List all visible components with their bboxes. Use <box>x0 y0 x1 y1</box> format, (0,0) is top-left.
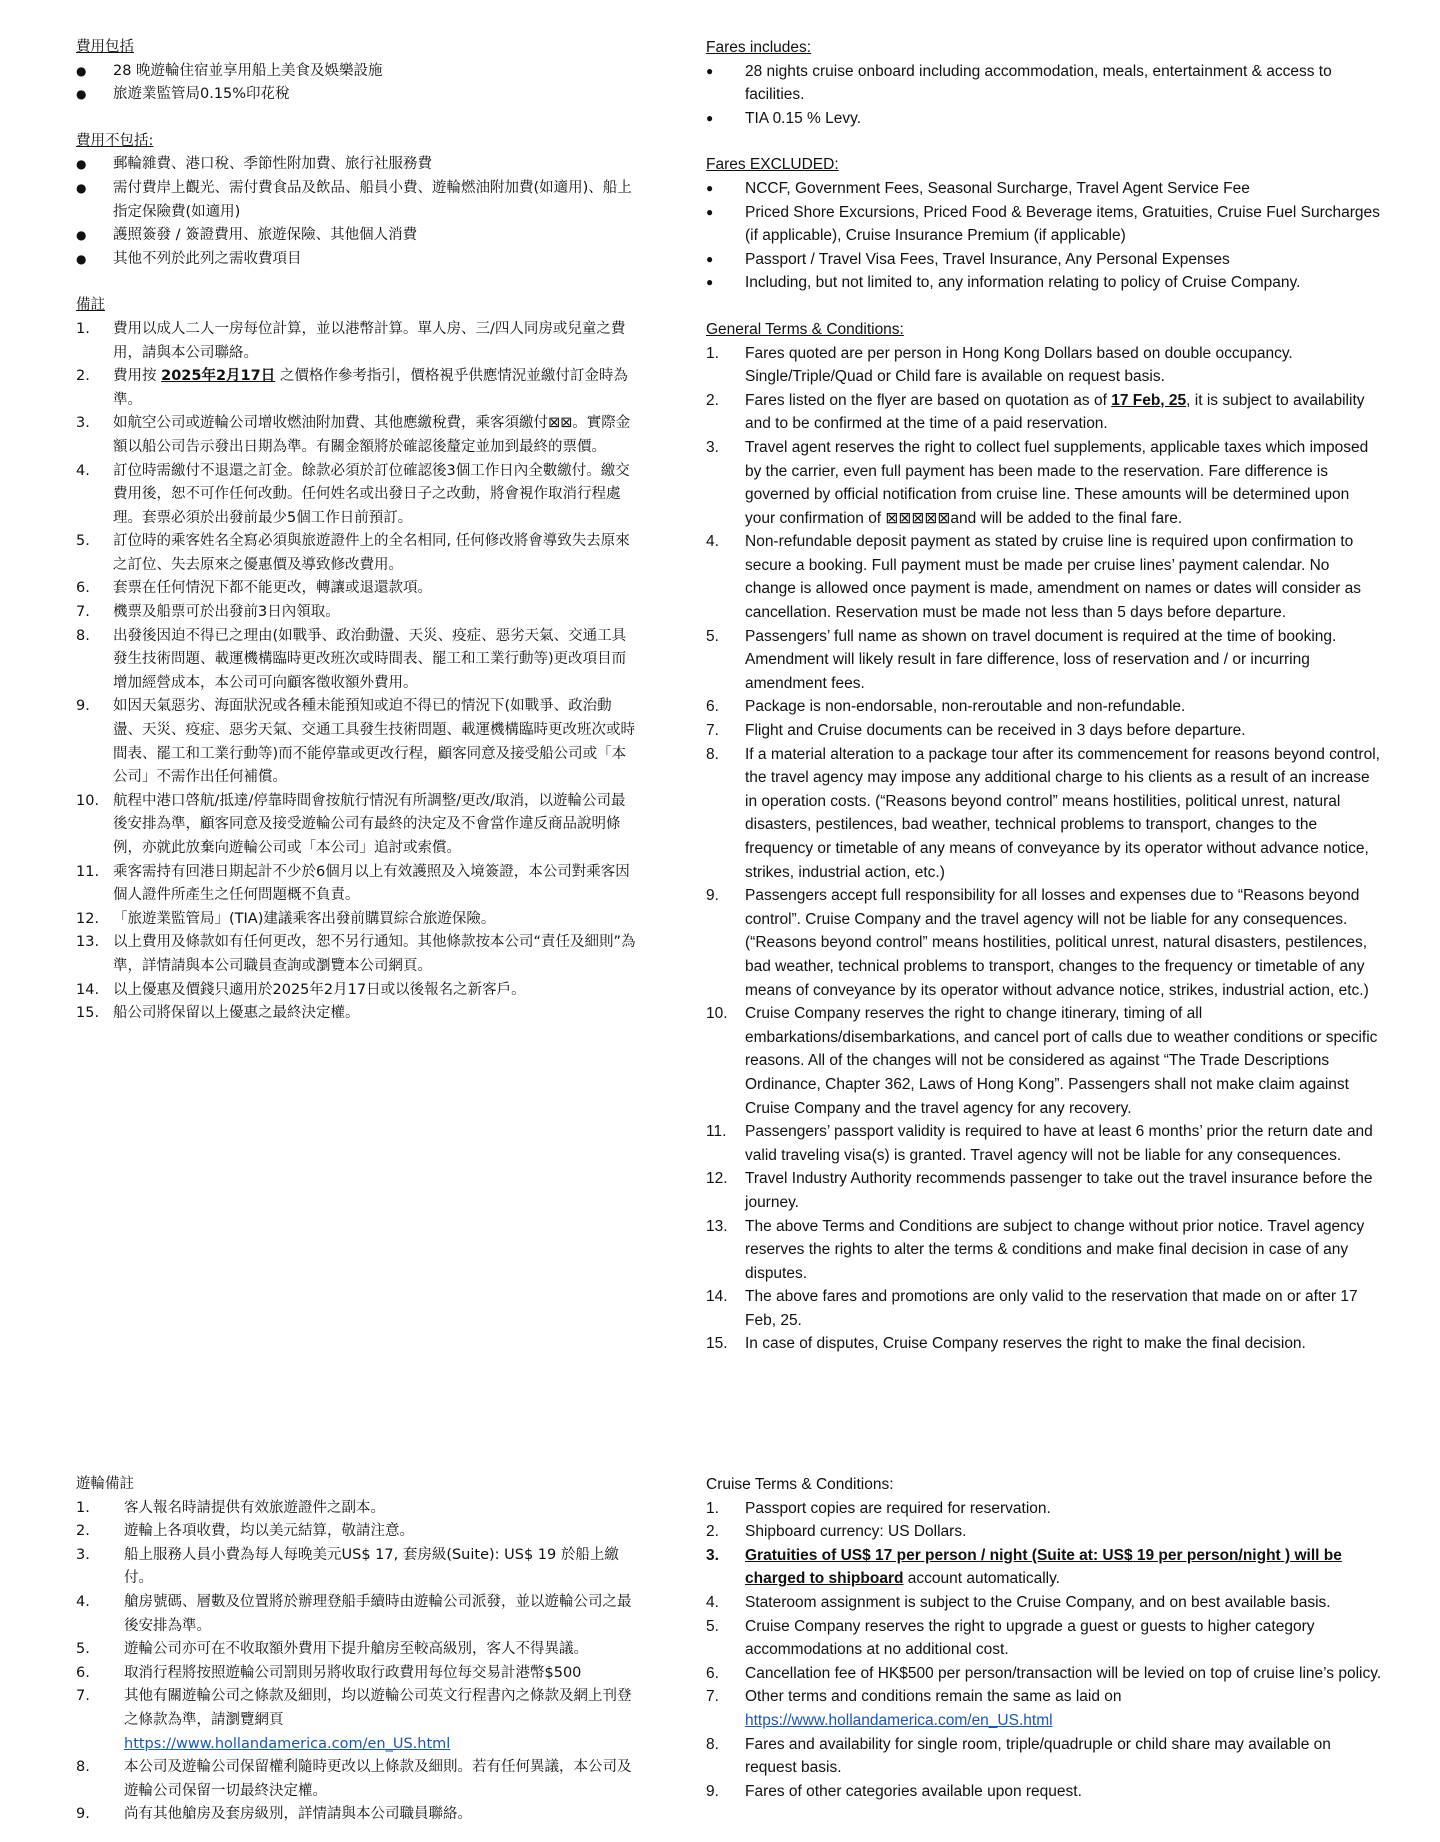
list-item: 2. 遊輪上各項收費，均以美元結算，敬請注意。 <box>76 1523 414 1540</box>
list-item: 1. Passport copies are required for reservation. <box>706 1499 1051 1517</box>
list-item: 6. 取消行程將按照遊輪公司罰則另將收取行政費用每位每交易計港幣$500 <box>76 1664 582 1681</box>
en-includes-heading: Fares includes: <box>706 39 812 56</box>
list-item: 8. If a material alteration to a package tour after its commencement for reasons beyond control, the travel agency may impose any additional charge to his clients as a result of an increase in operation costs. (“Reasons beyond control” means hostilities, political unrest, natural disasters, pestilences, bad weather, technical problems to transport, changes to the frequency or timetable of any means of conveyance by its operator without advance notice, strikes, industrial action, etc.) <box>706 745 1380 881</box>
list-item: 5. 訂位時的乘客姓名全寫必須與旅遊證件上的全名相同, 任何修改將會導致失去原來之訂位、失去原來之優惠價及導致修改費用。 <box>76 533 630 573</box>
en-general-heading: General Terms & Conditions: <box>706 320 904 338</box>
list-item: 3. Gratuities of US$ 17 per person / night (Suite at: US$ 19 per person/night ) will be charged to shipboard account automatically. <box>706 1546 1342 1588</box>
list-item: 6. Package is non-endorsable, non-reroutable and non-refundable. <box>706 698 1186 716</box>
list-item: 3. 船上服務人員小費為每人每晚美元US$ 17, 套房級(Suite): US$ 19 於船上繳付。 <box>76 1546 619 1587</box>
en-cruise-terms-section <box>706 1473 1382 1803</box>
zh-includes-section <box>76 36 666 107</box>
list-item: 14. 以上優惠及價錢只適用於2025年2月17日或以後報名之新客戶。 <box>76 981 526 998</box>
list-item: 3. Travel agent reserves the right to collect fuel supplements, applicable taxes which imposed by the carrier, even full payment has been made to the reservation. Fare difference is governed by official notification from cruise line. These amounts will be determined upon your confirmation of ⊠⊠⊠⊠⊠and will be added to the final fare. <box>706 438 1369 527</box>
list-item: 7. 機票及船票可於出發前3日內領取。 <box>76 604 340 621</box>
list-item: 11. 乘客需持有回港日期起計不少於6個月以上有效護照及入境簽證，本公司對乘客因個人證件所產生之任何問題概不負責。 <box>76 863 630 904</box>
english-terms-column <box>706 36 1382 1379</box>
list-item: 15. 船公司將保留以上優惠之最終決定權。 <box>76 1005 360 1022</box>
list-item: 3. 如航空公司或遊輪公司增收燃油附加費、其他應繳稅費，乘客須繳付⊠⊠。實際金額以船公司告示發出日期為準。有關金額將於確認後釐定並加到最終的票價。 <box>76 415 631 455</box>
en-excluded-heading: Fares EXCLUDED: <box>706 156 839 174</box>
list-item: 5. 遊輪公司亦可在不收取額外費用下提升艙房至較高級別，客人不得異議。 <box>76 1641 588 1658</box>
zh-excludes-heading: 費用不包括: <box>76 132 154 149</box>
zh-remarks-section <box>76 294 666 1025</box>
list-item: ● 旅遊業監管局0.15%印花稅 <box>76 83 639 107</box>
list-item: ● 護照簽發 / 簽證費用、旅遊保險、其他個人消費 <box>76 224 639 248</box>
list-item: ● NCCF, Government Fees, Seasonal Surcharge, Travel Agent Service Fee <box>706 177 1382 201</box>
list-item: 9. Passengers accept full responsibility for all losses and expenses due to “Reasons beyond control”. Cruise Company and the travel agency will not be liable for any consequences. (“Reasons beyond control” means hostilities, political unrest, natural disasters, pestilences, bad weather, technical problems to transport, changes to the frequency or timetable of any means of conveyance by its operator without advance notice, strikes, industrial action, etc.) <box>706 887 1369 999</box>
list-item: 9. 尚有其他艙房及套房級別，詳情請與本公司職員聯絡。 <box>76 1806 472 1823</box>
en-general-terms-section <box>706 318 1382 1356</box>
list-item: 6. Cancellation fee of HK$500 per person/transaction will be levied on top of cruise line’s policy. <box>706 1664 1382 1682</box>
list-item: 8. Fares and availability for single room, triple/quadruple or child share may available on request basis. <box>706 1735 1331 1777</box>
list-item: 6. 套票在任何情況下都不能更改，轉讓或退還款項。 <box>76 580 432 597</box>
list-item: 4. 艙房號碼、層數及位置將於辦理登船手續時由遊輪公司派發，並以遊輪公司之最後安排為準。 <box>76 1593 632 1634</box>
list-item: 11. Passengers’ passport validity is required to have at least 6 months’ prior the return date and valid traveling visa(s) is granted. Travel agency will not be liable for any consequences. <box>706 1123 1373 1164</box>
list-item: 13. The above Terms and Conditions are subject to change without prior notice. Travel agency reserves the rights to alter the terms & conditions and make final decision in case of any disputes. <box>706 1217 1365 1282</box>
list-item: ● 其他不列於此列之需收費項目 <box>76 248 639 272</box>
list-item: 1. 費用以成人二人一房每位計算，並以港幣計算。單人房、三/四人同房或兒童之費用，請與本公司聯絡。 <box>76 320 626 361</box>
list-item: ● 需付費岸上觀光、需付費食品及飲品、船員小費、遊輪燃油附加費(如適用)、船上指定保險費(如適用) <box>76 177 639 224</box>
list-item: ● 28 晚遊輪住宿並享用船上美食及娛樂設施 <box>76 60 639 84</box>
list-item: 5. Cruise Company reserves the right to upgrade a guest or guests to higher category accommodations at no additional cost. <box>706 1617 1315 1659</box>
list-item: 4. 訂位時需繳付不退還之訂金。餘款必須於訂位確認後3個工作日內全數繳付。繳交費用後，恕不可作任何改動。任何姓名或出發日子之改動，將會視作取消行程處理。套票必須於出發前最少5個工作日前預訂。 <box>76 462 630 526</box>
holland-america-link[interactable]: https://www.hollandamerica.com/en_US.html <box>745 1711 1053 1729</box>
list-item: 2. Shipboard currency: US Dollars. <box>706 1523 967 1541</box>
list-item: ● Passport / Travel Visa Fees, Travel Insurance, Any Personal Expenses <box>706 248 1382 272</box>
list-item: 5. Passengers’ full name as shown on travel document is required at the time of booking. Amendment will likely result in fare difference, loss of reservation and / or incurring amendment fees. <box>706 627 1337 692</box>
en-includes-section <box>706 36 1382 130</box>
list-item: 10. 航程中港口啓航/抵達/停靠時間會按航行情況有所調整/更改/取消，以遊輪公司最後安排為準，顧客同意及接受遊輪公司有最終的決定及不會當作違反商品說明條例，亦就此放棄向遊輪公司或「本公司」追討或索償。 <box>76 792 626 856</box>
list-item: 15. In case of disputes, Cruise Company reserves the right to make the final decision. <box>706 1335 1306 1353</box>
en-cruise-heading: Cruise Terms & Conditions: <box>706 1476 894 1493</box>
list-item: 2. 費用按 2025年2月17日 之價格作參考指引，價格視乎供應情況並繳付訂金時為準。 <box>76 368 628 408</box>
list-item: 9. Fares of other categories available upon request. <box>706 1782 1082 1800</box>
zh-remarks-heading: 備註 <box>76 297 105 314</box>
list-item: 7. 其他有關遊輪公司之條款及細則，均以遊輪公司英文行程書內之條款及網上刊登之條款為準，請瀏覽網頁 https://www.hollandamerica.com/en_US.html <box>76 1688 632 1752</box>
list-item: ● TIA 0.15 % Levy. <box>706 107 1382 131</box>
list-item: 10. Cruise Company reserves the right to change itinerary, timing of all embarkations/disembarkations, and cancel port of calls due to weather conditions or specific reasons. All of the changes will not be considered as against “The Trade Descriptions Ordinance, Chapter 362, Laws of Hong Kong”. Passengers shall not make claim against Cruise Company and the travel agency for any recovery. <box>706 1005 1378 1117</box>
list-item: 1. Fares quoted are per person in Hong Kong Dollars based on double occupancy. Single/Triple/Quad or Child fare is available on request basis. <box>706 344 1293 386</box>
quotation-date: 17 Feb, 25 <box>1111 391 1187 409</box>
zh-cruise-remarks-section <box>76 1473 666 1827</box>
list-item: ● 郵輪雜費、港口稅、季節性附加費、旅行社服務費 <box>76 153 639 177</box>
zh-includes-heading: 費用包括 <box>76 39 134 55</box>
chinese-terms-column <box>76 36 666 1049</box>
list-item: 13. 以上費用及條款如有任何更改，恕不另行通知。其他條款按本公司“責任及細則”為準，詳情請與本公司職員查詢或瀏覽本公司網頁。 <box>76 934 636 974</box>
gratuities-note: Gratuities of US$ 17 per person / night (Suite at: US$ 19 per person/night ) will be charged to shipboard <box>745 1546 1342 1588</box>
list-item: 4. Stateroom assignment is subject to the Cruise Company, and on best available basis. <box>706 1593 1331 1611</box>
list-item: ● Priced Shore Excursions, Priced Food & Beverage items, Gratuities, Cruise Fuel Surcharges (if applicable), Cruise Insurance Premium (if applicable) <box>706 201 1382 248</box>
list-item: 9. 如因天氣惡劣、海面狀況或各種未能預知或迫不得已的情況下(如戰爭、政治動盪、天災、疫症、惡劣天氣、交通工具發生技術問題、載運機構臨時更改班次或時間表、罷工和工業行動等)而不能停靠或更改行程，顧客同意及接受船公司或「本公司」不需作出任何補償。 <box>76 698 635 786</box>
list-item: 4. Non-refundable deposit payment as stated by cruise line is required upon confirmation to secure a booking. Full payment must be made per cruise lines’ payment calendar. No change is allowed once payment is made, amendment on names or dates will consider as cancellation. Reservation must be made not less than 5 days before departure. <box>706 533 1362 622</box>
list-item: 1. 客人報名時請提供有效旅遊證件之副本。 <box>76 1499 385 1516</box>
list-item: 14. The above fares and promotions are only valid to the reservation that made on or after 17 Feb, 25. <box>706 1288 1358 1329</box>
zh-cruise-heading: 遊輪備註 <box>76 1476 134 1492</box>
list-item: 7. Other terms and conditions remain the same as laid on https://www.hollandamerica.com/en_US.html <box>706 1688 1122 1729</box>
en-excluded-section <box>706 153 1382 295</box>
reference-date: 2025年2月17日 <box>161 368 276 385</box>
list-item: 12. Travel Industry Authority recommends passenger to take out the travel insurance before the journey. <box>706 1170 1373 1211</box>
list-item: 8. 出發後因迫不得已之理由(如戰爭、政治動盪、天災、疫症、惡劣天氣、交通工具發生技術問題、載運機構臨時更改班次或時間表、罷工和工業行動等)更改項目而增加經營成本，本公司可向顧客徵收額外費用。 <box>76 627 627 691</box>
list-item: 7. Flight and Cruise documents can be received in 3 days before departure. <box>706 722 1246 740</box>
list-item: 8. 本公司及遊輪公司保留權利隨時更改以上條款及細則。若有任何異議，本公司及遊輪公司保留一切最終決定權。 <box>76 1759 632 1799</box>
list-item: 12. 「旅遊業監管局」(TIA)建議乘客出發前購買綜合旅遊保險。 <box>76 910 496 927</box>
list-item: 2. Fares listed on the flyer are based on quotation as of 17 Feb, 25, it is subject to availability and to be confirmed at the time of a paid reservation. <box>706 391 1365 433</box>
list-item: ● 28 nights cruise onboard including accommodation, meals, entertainment & access to facilities. <box>706 60 1382 107</box>
holland-america-link[interactable]: https://www.hollandamerica.com/en_US.html <box>124 1735 451 1752</box>
list-item: ● Including, but not limited to, any information relating to policy of Cruise Company. <box>706 271 1382 295</box>
zh-excludes-section <box>76 130 666 272</box>
